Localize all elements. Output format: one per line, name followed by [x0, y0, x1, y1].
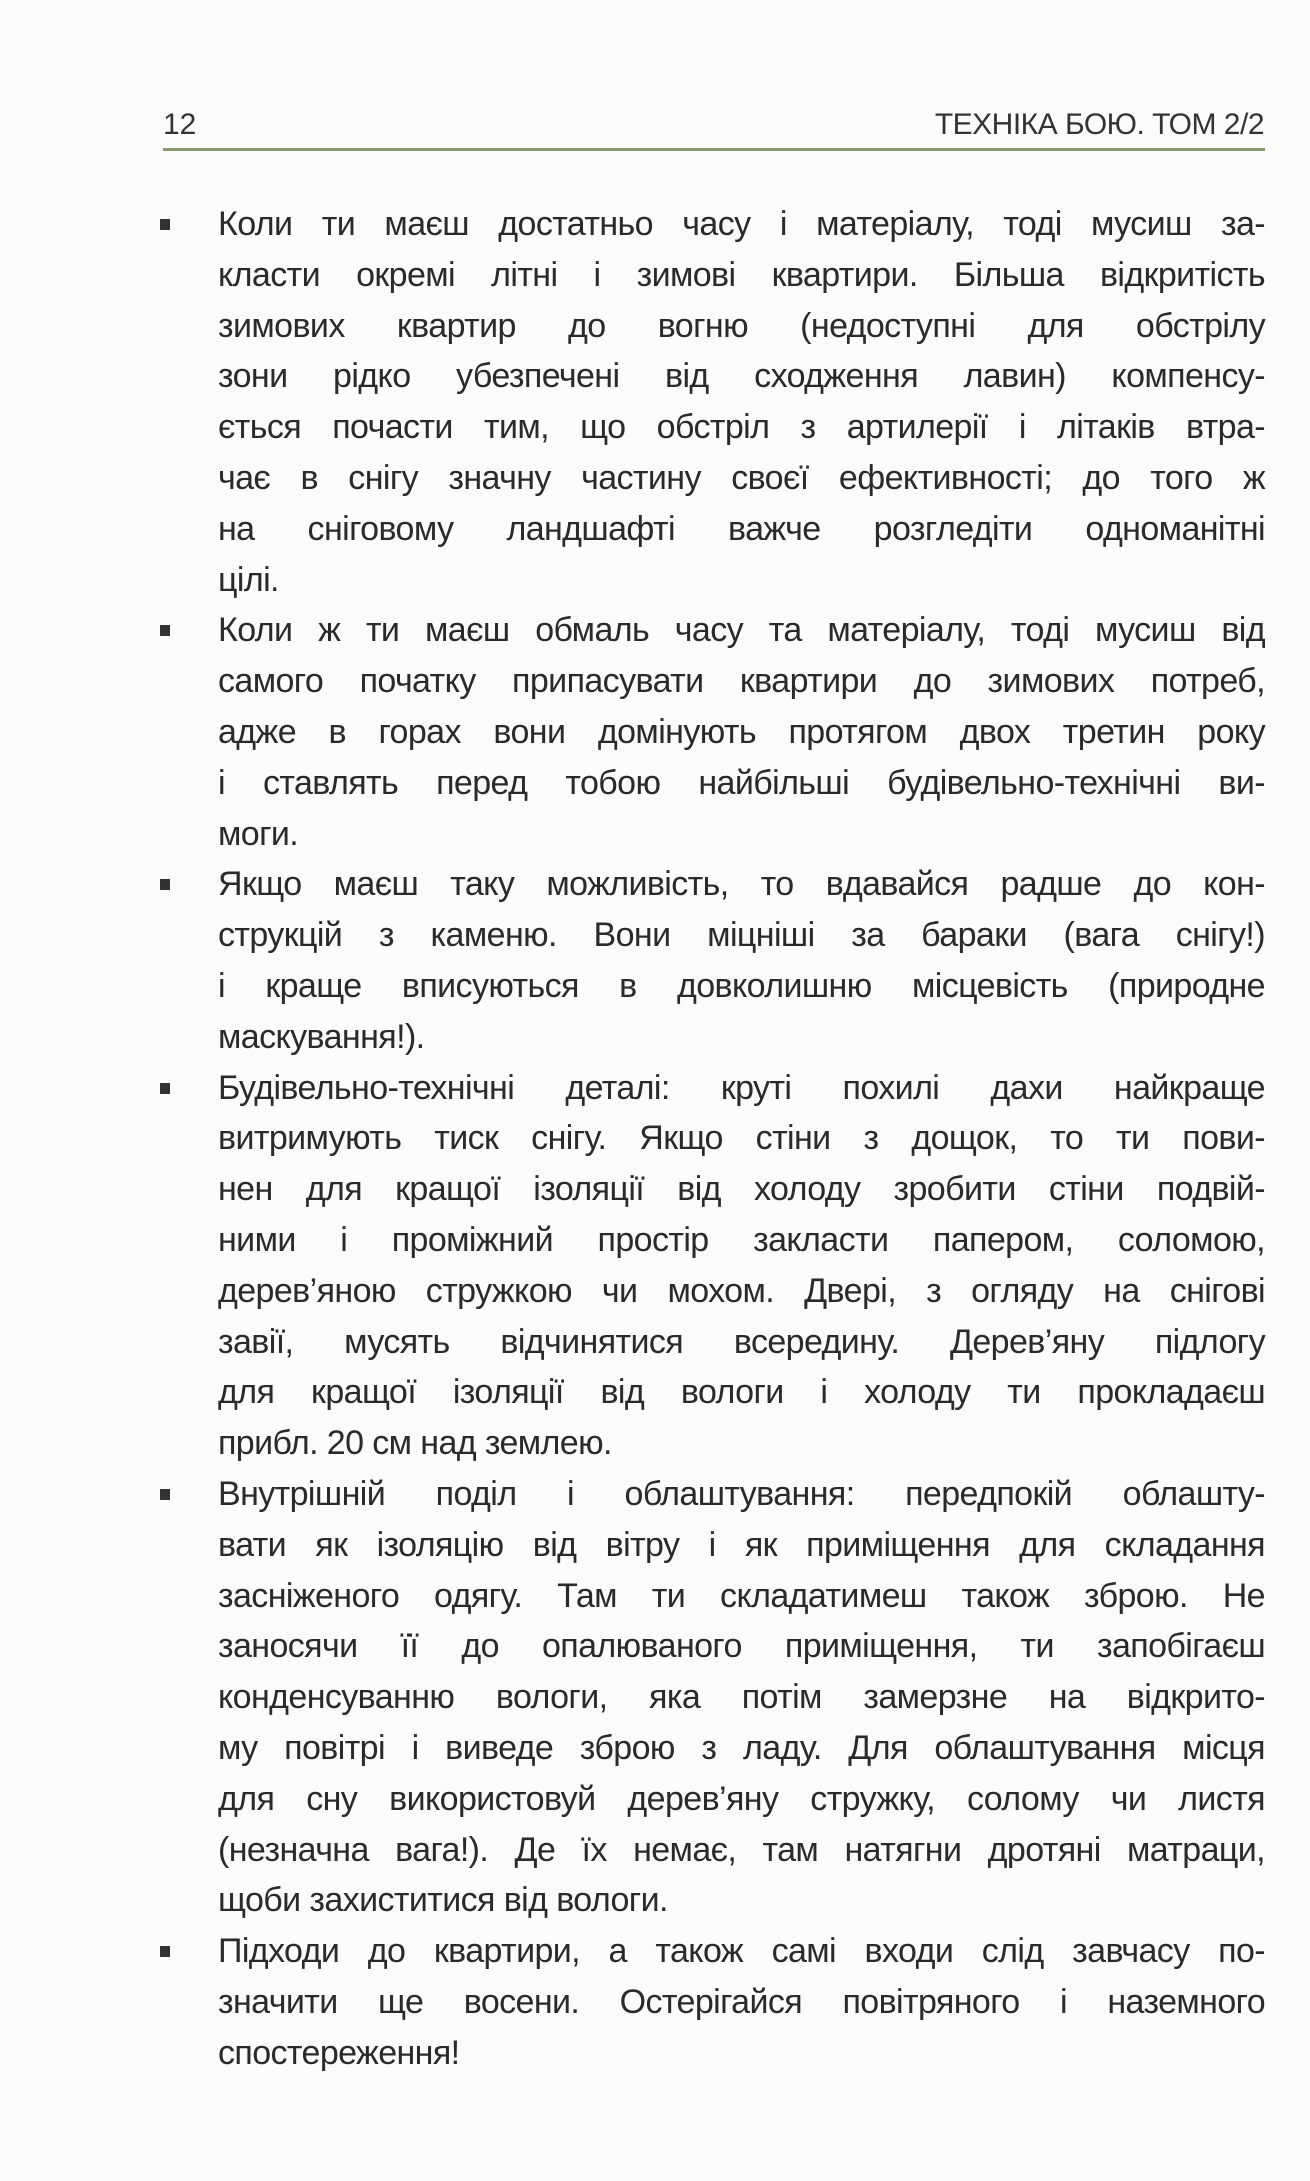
text-line: ними і проміжний простір закласти папером, соломою,: [218, 1220, 1265, 1259]
list-item: [160, 199, 1265, 605]
text-line: моги.: [218, 814, 299, 853]
text-line: для кращої ізоляції від вологи і холоду ти прокладаєш: [218, 1373, 1265, 1412]
bullet-icon: [160, 1489, 170, 1500]
body-text: [160, 199, 1265, 2078]
text-line: маскування!).: [218, 1017, 425, 1056]
running-title: ТЕХНІКА БОЮ. ТОМ 2/2: [934, 108, 1264, 141]
text-line: прибл. 20 см над землею.: [218, 1424, 612, 1463]
text-line: витримують тиск снігу. Якщо стіни з дощок, то ти пови-: [218, 1119, 1265, 1158]
header-rule: [163, 148, 1265, 151]
text-line: ється почасти тим, що обстріл з артилерії і літаків втра-: [218, 408, 1265, 447]
text-line: зони рідко убезпечені від сходження лавин) компенсу-: [218, 357, 1265, 396]
text-line: Підходи до квартири, а також самі входи слід завчасу по-: [218, 1932, 1265, 1971]
bullet-icon: [160, 1083, 170, 1094]
text-line: засніженого одягу. Там ти складатимеш також зброю. Не: [218, 1576, 1265, 1615]
text-line: і ставлять перед тобою найбільші будівельно-технічні ви-: [218, 763, 1265, 802]
list-item: [160, 1926, 1265, 2078]
text-line: для сну використовуй дерев’яну стружку, солому чи листя: [218, 1779, 1265, 1818]
text-line: цілі.: [218, 560, 279, 599]
text-line: Коли ж ти маєш обмаль часу та матеріалу, тоді мусиш від: [218, 611, 1265, 650]
text-line: самого початку припасувати квартири до зимових потреб,: [218, 662, 1265, 701]
text-line: щоби захиститися від вологи.: [218, 1881, 668, 1920]
text-line: Коли ти маєш достатньо часу і матеріалу, тоді мусиш за-: [218, 205, 1265, 243]
text-line: дерев’яною стружкою чи мохом. Двері, з огляду на снігові: [218, 1271, 1265, 1310]
text-line: на сніговому ландшафті важче розгледіти одноманітні: [218, 509, 1265, 548]
list-item: [160, 859, 1265, 1062]
text-line: Якщо маєш таку можливість, то вдавайся радше до кон-: [218, 865, 1265, 904]
text-line: чає в снігу значну частину своєї ефективності; до того ж: [218, 458, 1265, 497]
list-item: [160, 605, 1265, 859]
text-line: адже в горах вони домінують протягом двох третин року: [218, 712, 1265, 751]
text-line: нен для кращої ізоляції від холоду зробити стіни подвій-: [218, 1170, 1265, 1209]
text-line: вати як ізоляцію від вітру і як приміщення для складання: [218, 1525, 1265, 1564]
bullet-icon: [160, 879, 170, 890]
text-line: струкцій з каменю. Вони міцніші за бараки (вага снігу!): [218, 916, 1265, 955]
text-line: заносячи її до опалюваного приміщення, ти запобігаєш: [218, 1627, 1265, 1666]
text-line: (незначна вага!). Де їх немає, там натягни дротяні матраци,: [218, 1830, 1265, 1869]
text-line: Внутрішній поділ і облаштування: передпокій облашту-: [218, 1474, 1265, 1513]
text-line: значити ще восени. Остерігайся повітряного і наземного: [218, 1982, 1265, 2021]
text-line: класти окремі літні і зимові квартири. Більша відкритість: [218, 255, 1265, 294]
text-line: завії, мусять відчинятися всередину. Дерев’яну підлогу: [218, 1322, 1265, 1361]
bullet-icon: [160, 1946, 170, 1957]
list-item: [160, 1063, 1265, 1469]
text-line: зимових квартир до вогню (недоступні для обстрілу: [218, 306, 1265, 345]
bullet-icon: [160, 625, 170, 636]
text-line: му повітрі і виведе зброю з ладу. Для облаштування місця: [218, 1728, 1265, 1767]
bullet-icon: [160, 219, 170, 230]
page-number: 12: [163, 108, 197, 141]
text-line: Будівельно-технічні деталі: круті похилі дахи найкраще: [218, 1068, 1265, 1107]
text-line: конденсуванню вологи, яка потім замерзне на відкрито-: [218, 1678, 1265, 1717]
list-item: [160, 1469, 1265, 1926]
text-line: спостереження!: [218, 2033, 460, 2072]
text-line: і краще вписуються в довколишню місцевість (природне: [218, 966, 1265, 1005]
